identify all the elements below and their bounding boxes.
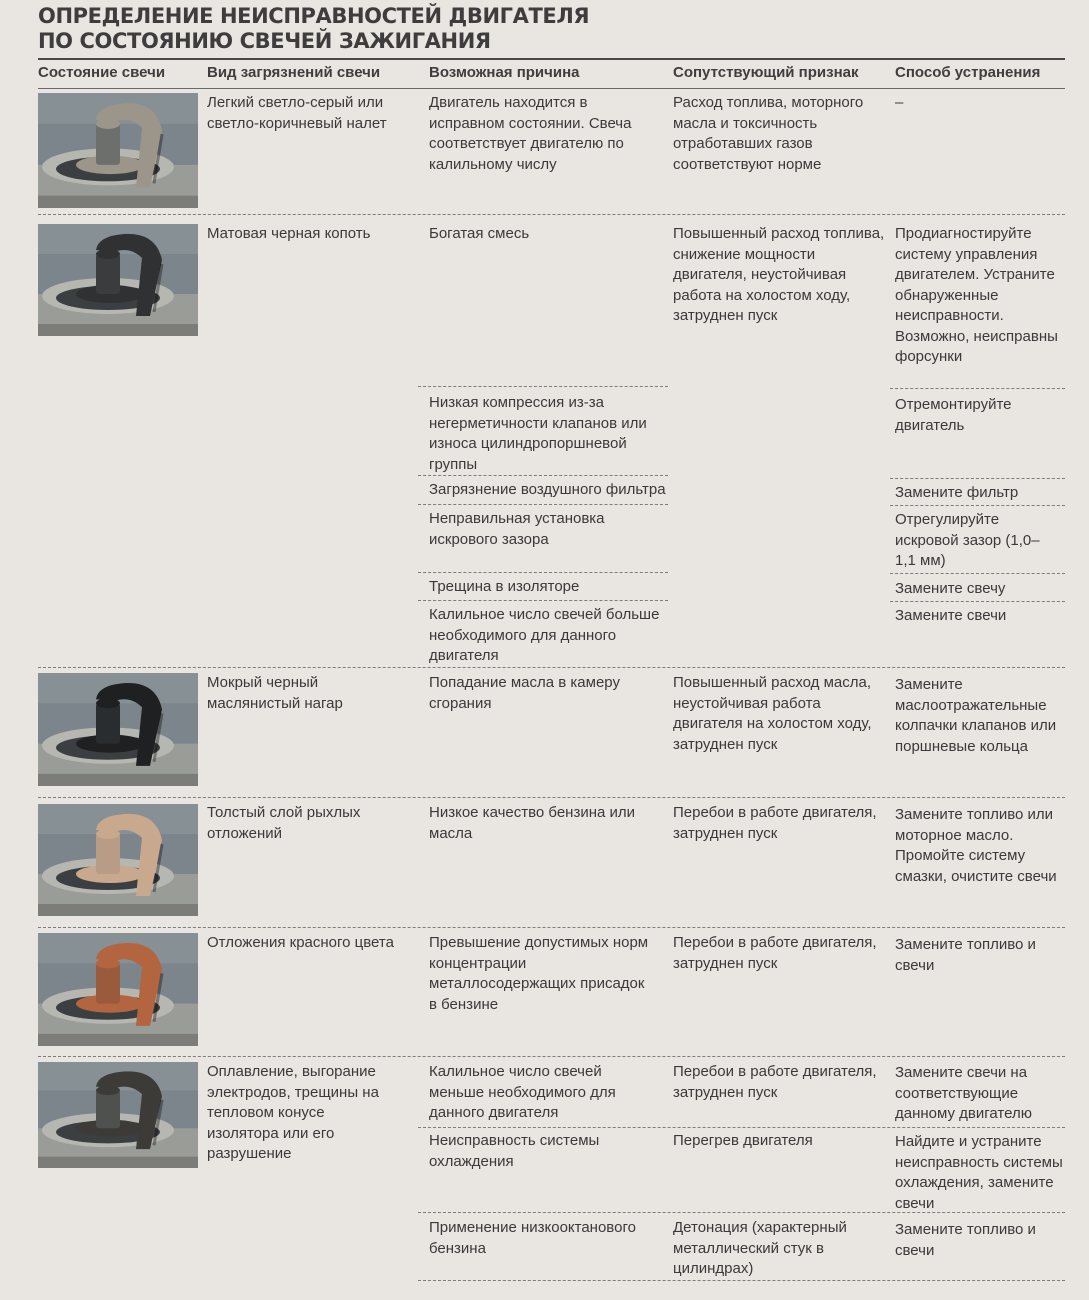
cause: Превышение допустимых норм концентрации металлосодержащих присадок в бензине [429,934,649,1013]
symptom: Повышенный расход масла, неустойчивая работа двигателя на холостом ходу, затруднен пуск [673,674,872,753]
deposit-type: Матовая черная копоть [207,225,371,242]
cause-divider [418,1127,1065,1128]
deposit-type: Легкий светло-серый или светло-коричневый налет [207,94,387,132]
symptom: Перебои в работе двигателя, затруднен пуск [673,1063,877,1101]
header-bottom-rule [38,88,1065,89]
symptom: Перебои в работе двигателя, затруднен пуск [673,934,877,972]
cause: Трещина в изоляторе [429,578,580,595]
row-divider [38,927,1065,928]
remedy: Замените свечи на соответствующие данному двигателю [895,1064,1032,1122]
cause: Двигатель находится в исправном состоянии. Свеча соответствует двигателю по калильному числу [429,94,632,173]
spark-plug-clean-photo [38,93,198,208]
deposit-type: Толстый слой рыхлых отложений [207,804,361,842]
header-top-rule [38,58,1065,60]
cause-divider [418,504,668,505]
header-symptom: Сопутствующий признак [673,64,859,81]
header-remedy: Способ устранения [895,64,1041,81]
cause: Неисправность системы охлаждения [429,1132,600,1170]
cause-divider [418,475,668,476]
table-bottom-rule [418,1280,1065,1281]
deposit-type: Отложения красного цвета [207,934,394,951]
remedy: Замените топливо и свечи [895,936,1036,974]
remedy-divider [890,478,1065,479]
row-divider [38,667,1065,668]
symptom: Перебои в работе двигателя, затруднен пуск [673,804,877,842]
remedy: Продиагностируйте систему управления двигателем. Устраните обнаруженные неисправности. Возможно, неисправны форсунки [895,225,1058,365]
cause: Низкое качество бензина или масла [429,804,636,842]
deposit-type: Мокрый черный маслянистый нагар [207,674,343,712]
remedy-divider [890,505,1065,506]
remedy: Замените топливо и свечи [895,1221,1036,1259]
deposit-type: Оплавление, выгорание электродов, трещины на тепловом конусе изолятора или его разрушение [207,1063,379,1162]
header-cause: Возможная причина [429,64,580,81]
remedy: Найдите и устраните неисправность системы охлаждения, замените свечи [895,1133,1063,1212]
remedy: Замените свечу [895,580,1006,597]
title-line-2: ПО СОСТОЯНИЮ СВЕЧЕЙ ЗАЖИГАНИЯ [38,29,491,53]
cause: Загрязнение воздушного фильтра [429,481,666,498]
cause: Низкая компрессия из-за негерметичности клапанов или износа цилиндропоршневой группы [429,394,647,473]
spark-plug-sooty-photo [38,224,198,336]
symptom: Детонация (характерный металлический стук в цилиндрах) [673,1219,847,1277]
remedy: Замените фильтр [895,484,1019,501]
symptom: Перегрев двигателя [673,1132,813,1149]
spark-plug-red-deposits-photo [38,933,198,1046]
cause: Богатая смесь [429,225,530,242]
remedy: – [895,94,904,111]
spark-plug-ash-deposits-photo [38,804,198,916]
header-type: Вид загрязнений свечи [207,64,381,81]
cause-divider [418,600,668,601]
remedy-divider [890,573,1065,574]
cause-divider [418,386,668,387]
spark-plug-oily-photo [38,673,198,786]
spark-plug-melted-photo [38,1062,198,1168]
remedy: Замените топливо или моторное масло. Промойте систему смазки, очистите свечи [895,806,1057,885]
cause: Калильное число свечей меньше необходимого для данного двигателя [429,1063,616,1121]
cause: Калильное число свечей больше необходимого для данного двигателя [429,606,660,664]
row-divider [38,797,1065,798]
row-divider [38,214,1065,215]
cause: Применение низкооктанового бензина [429,1219,636,1257]
remedy-divider [890,601,1065,602]
cause: Неправильная установка искрового зазора [429,510,605,548]
cause: Попадание масла в камеру сгорания [429,674,620,712]
remedy: Отремонтируйте двигатель [895,396,1012,434]
cause-divider [418,572,668,573]
symptom: Расход топлива, моторного масла и токсичность отработавших газов соответствуют норме [673,94,864,173]
header-state: Состояние свечи [38,64,166,81]
remedy-divider [890,388,1065,389]
symptom: Повышенный расход топлива, снижение мощности двигателя, неустойчивая работа на холостом ходу, затруднен пуск [673,225,885,324]
remedy: Отрегулируйте искровой зазор (1,0–1,1 мм) [895,511,1040,569]
page-title [38,4,589,54]
remedy: Замените маслоотражательные колпачки клапанов или поршневые кольца [895,676,1057,755]
row-divider [38,1056,1065,1057]
title-line-1: ОПРЕДЕЛЕНИЕ НЕИСПРАВНОСТЕЙ ДВИГАТЕЛЯ [38,4,590,28]
remedy: Замените свечи [895,607,1007,624]
